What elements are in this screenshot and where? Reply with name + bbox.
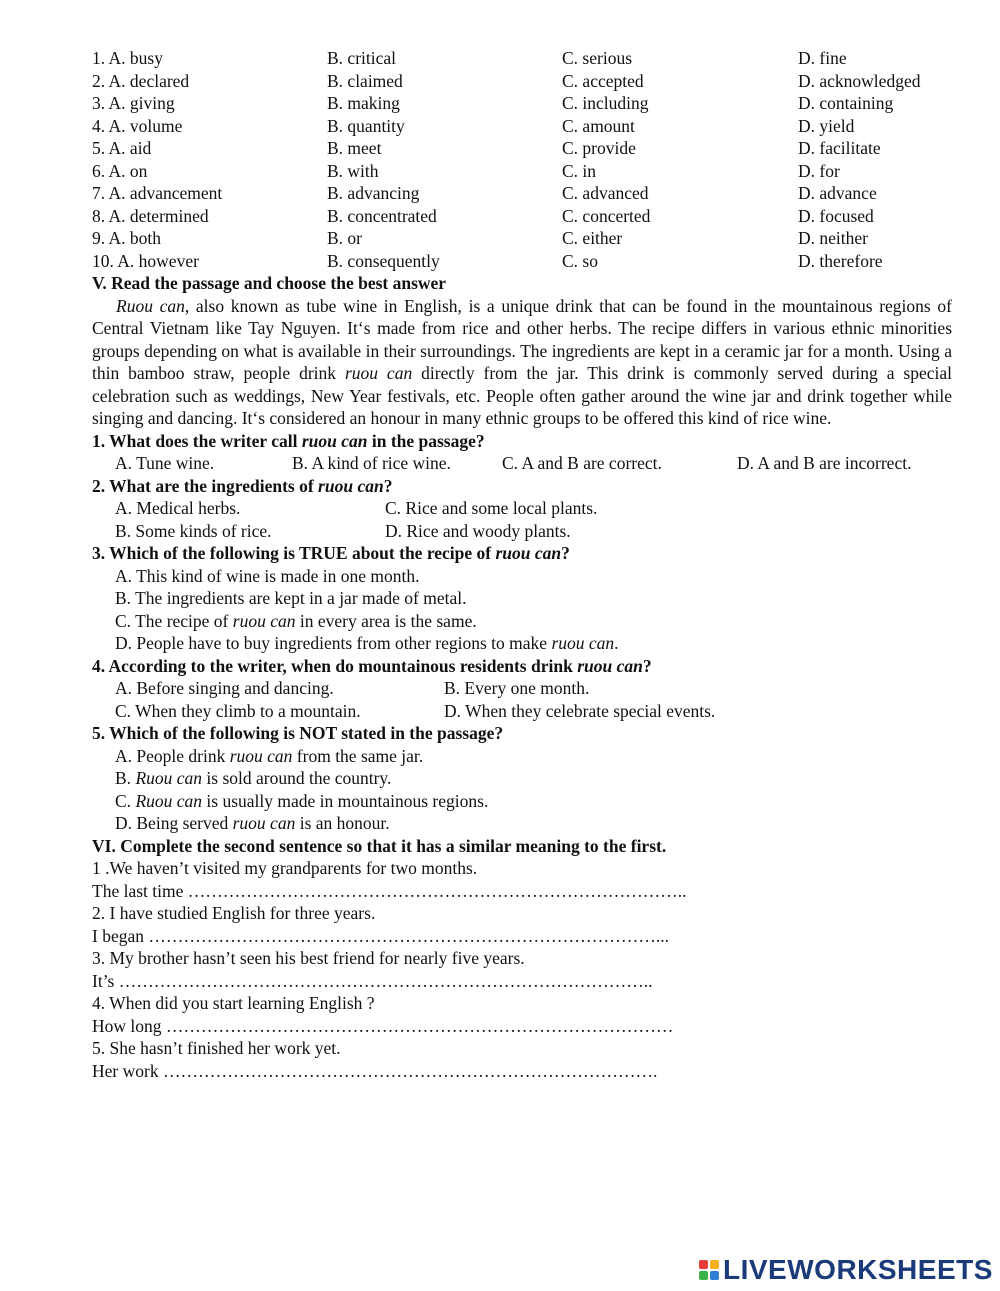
options-row bbox=[92, 227, 952, 250]
q2-option-d: D. Rice and woody plants. bbox=[385, 520, 571, 541]
rewrite-prompt: 5. She hasn’t finished her work yet. bbox=[92, 1038, 341, 1058]
option-cell: B. claimed bbox=[327, 70, 403, 91]
q3-option-c: C. The recipe of ruou can in every area is the same. bbox=[115, 610, 477, 631]
options-row bbox=[92, 92, 952, 115]
question-2-options-row2 bbox=[92, 520, 952, 543]
option-cell: 8. A. determined bbox=[92, 205, 209, 226]
option-cell: B. making bbox=[327, 93, 400, 113]
option-cell: 1. A. busy bbox=[92, 48, 163, 68]
option-cell: C. concerted bbox=[562, 205, 651, 226]
option-cell: B. quantity bbox=[327, 115, 405, 136]
option-cell: C. accepted bbox=[562, 70, 644, 91]
logo-square bbox=[710, 1260, 719, 1269]
option-cell: 2. A. declared bbox=[92, 70, 190, 91]
question-1: 1. What does the writer call ruou can in the passage? bbox=[92, 430, 485, 451]
options-row bbox=[92, 250, 952, 273]
q4-option-c: C. When they climb to a mountain. bbox=[115, 700, 361, 721]
option-cell: C. amount bbox=[562, 115, 635, 136]
option-cell: C. in bbox=[562, 160, 597, 181]
option-cell: B. meet bbox=[327, 138, 382, 158]
question-4-options-row2 bbox=[92, 700, 952, 723]
option-cell: D. acknowledged bbox=[798, 70, 921, 91]
q2-option-c: C. Rice and some local plants. bbox=[385, 498, 598, 518]
rewrite-prompt: 3. My brother hasn’t seen his best friend for nearly five years. bbox=[92, 948, 525, 968]
option-cell: 3. A. giving bbox=[92, 93, 175, 113]
question-1-options bbox=[92, 452, 952, 475]
q1-option-c: C. A and B are correct. bbox=[502, 453, 662, 473]
reading-passage: Ruou can, also known as tube wine in English, is a unique drink that can be found in the mountainous regions of Central Vietnam like Tay Nguyen. It‘s made from rice and other herbs. The recipe differs in various ethnic minorities groups depending on what is available in their surroundings. The ingredients are kept in a ceramic jar for a month. Using a thin bamboo straw, people drink ruou can directly from the jar. This drink is commonly served during a special celebration such as weddings, New Year festivals, etc. People often gather around the wine jar and drink together while singing and dancing. It‘s considered an honour in many ethnic groups to be offered this kind of rice wine. bbox=[92, 295, 952, 428]
logo-square bbox=[710, 1271, 719, 1280]
options-row bbox=[92, 47, 952, 70]
q1-option-d: D. A and B are incorrect. bbox=[737, 453, 912, 473]
option-cell: D. containing bbox=[798, 93, 894, 113]
option-cell: D. for bbox=[798, 160, 840, 181]
options-row bbox=[92, 205, 952, 228]
options-row bbox=[92, 160, 952, 183]
option-cell: B. advancing bbox=[327, 183, 420, 203]
rewrite-answer-line[interactable]: It’s ……………………………………………………………………………….. bbox=[92, 970, 653, 991]
q5-option-b: B. Ruou can is sold around the country. bbox=[115, 768, 392, 788]
rewrite-item-2 bbox=[92, 902, 952, 947]
option-cell: C. advanced bbox=[562, 183, 649, 203]
option-cell: D. neither bbox=[798, 228, 868, 248]
option-cell: C. serious bbox=[562, 48, 632, 68]
rewrite-answer-line[interactable]: I began ……………………………………………………………………………... bbox=[92, 925, 669, 946]
option-cell: D. yield bbox=[798, 115, 855, 136]
q4-option-d: D. When they celebrate special events. bbox=[444, 700, 716, 721]
q3-option-b: B. The ingredients are kept in a jar made of metal. bbox=[115, 588, 467, 608]
rewrite-item-5 bbox=[92, 1037, 952, 1082]
option-cell: 10. A. however bbox=[92, 250, 199, 271]
option-cell: B. or bbox=[327, 228, 362, 248]
option-cell: D. fine bbox=[798, 48, 847, 68]
question-2: 2. What are the ingredients of ruou can? bbox=[92, 475, 393, 496]
rewrite-item-3 bbox=[92, 947, 952, 992]
option-cell: D. therefore bbox=[798, 250, 883, 271]
q5-option-c: C. Ruou can is usually made in mountainous regions. bbox=[115, 790, 489, 811]
option-cell: B. with bbox=[327, 160, 379, 181]
option-cell: C. so bbox=[562, 250, 598, 271]
option-cell: C. either bbox=[562, 228, 623, 248]
q2-option-b: B. Some kinds of rice. bbox=[115, 520, 272, 541]
rewrite-prompt: 1 .We haven’t visited my grandparents for two months. bbox=[92, 858, 478, 878]
q2-option-a: A. Medical herbs. bbox=[115, 498, 241, 518]
option-cell: D. facilitate bbox=[798, 138, 881, 158]
option-cell: D. advance bbox=[798, 183, 877, 203]
q1-option-a: A. Tune wine. bbox=[115, 453, 215, 473]
worksheet-page bbox=[92, 47, 952, 1082]
rewrite-item-4 bbox=[92, 992, 952, 1037]
option-cell: 9. A. both bbox=[92, 228, 162, 248]
option-cell: 4. A. volume bbox=[92, 115, 183, 136]
question-5: 5. Which of the following is NOT stated in the passage? bbox=[92, 723, 504, 743]
options-row bbox=[92, 115, 952, 138]
option-cell: B. concentrated bbox=[327, 205, 437, 226]
logo-mark-icon bbox=[699, 1260, 719, 1280]
q3-option-a: A. This kind of wine is made in one month. bbox=[115, 565, 420, 586]
q4-option-b: B. Every one month. bbox=[444, 678, 590, 698]
q5-option-d: D. Being served ruou can is an honour. bbox=[115, 813, 390, 833]
passage-term: Ruou can bbox=[116, 295, 185, 316]
question-4-options-row1 bbox=[92, 677, 952, 700]
liveworksheets-logo bbox=[699, 1253, 993, 1287]
q1-option-b: B. A kind of rice wine. bbox=[292, 453, 451, 473]
option-cell: 5. A. aid bbox=[92, 138, 152, 158]
option-cell: B. critical bbox=[327, 48, 397, 68]
section5-heading: V. Read the passage and choose the best answer bbox=[92, 273, 447, 293]
options-row bbox=[92, 70, 952, 93]
q5-option-a: A. People drink ruou can from the same jar. bbox=[115, 745, 424, 766]
option-cell: D. focused bbox=[798, 205, 874, 226]
rewrite-answer-line[interactable]: Her work …………………………………………………………………………. bbox=[92, 1060, 658, 1081]
section6-heading: VI. Complete the second sentence so that it has a similar meaning to the first. bbox=[92, 835, 667, 856]
option-cell: 7. A. advancement bbox=[92, 183, 223, 203]
rewrite-prompt: 2. I have studied English for three years. bbox=[92, 903, 376, 923]
question-2-options-row1 bbox=[92, 497, 952, 520]
options-row bbox=[92, 182, 952, 205]
option-cell: C. including bbox=[562, 93, 649, 113]
option-cell: 6. A. on bbox=[92, 160, 148, 181]
options-row bbox=[92, 137, 952, 160]
q3-option-d: D. People have to buy ingredients from other regions to make ruou can. bbox=[115, 633, 619, 653]
logo-square bbox=[699, 1260, 708, 1269]
q4-option-a: A. Before singing and dancing. bbox=[115, 678, 334, 698]
options-table bbox=[92, 47, 952, 272]
logo-text: LIVEWORKSHEETS bbox=[723, 1253, 993, 1285]
passage-term: ruou can bbox=[344, 363, 413, 383]
logo-square bbox=[699, 1271, 708, 1280]
option-cell: C. provide bbox=[562, 138, 636, 158]
option-cell: B. consequently bbox=[327, 250, 440, 271]
question-4: 4. According to the writer, when do mountainous residents drink ruou can? bbox=[92, 655, 652, 676]
question-3: 3. Which of the following is TRUE about the recipe of ruou can? bbox=[92, 543, 570, 563]
rewrite-answer-line[interactable]: The last time ………………………………………………………………………….. bbox=[92, 880, 687, 901]
rewrite-item-1 bbox=[92, 857, 952, 902]
rewrite-answer-line[interactable]: How long …………………………………………………………………………… bbox=[92, 1015, 674, 1036]
rewrite-prompt: 4. When did you start learning English ? bbox=[92, 993, 375, 1013]
